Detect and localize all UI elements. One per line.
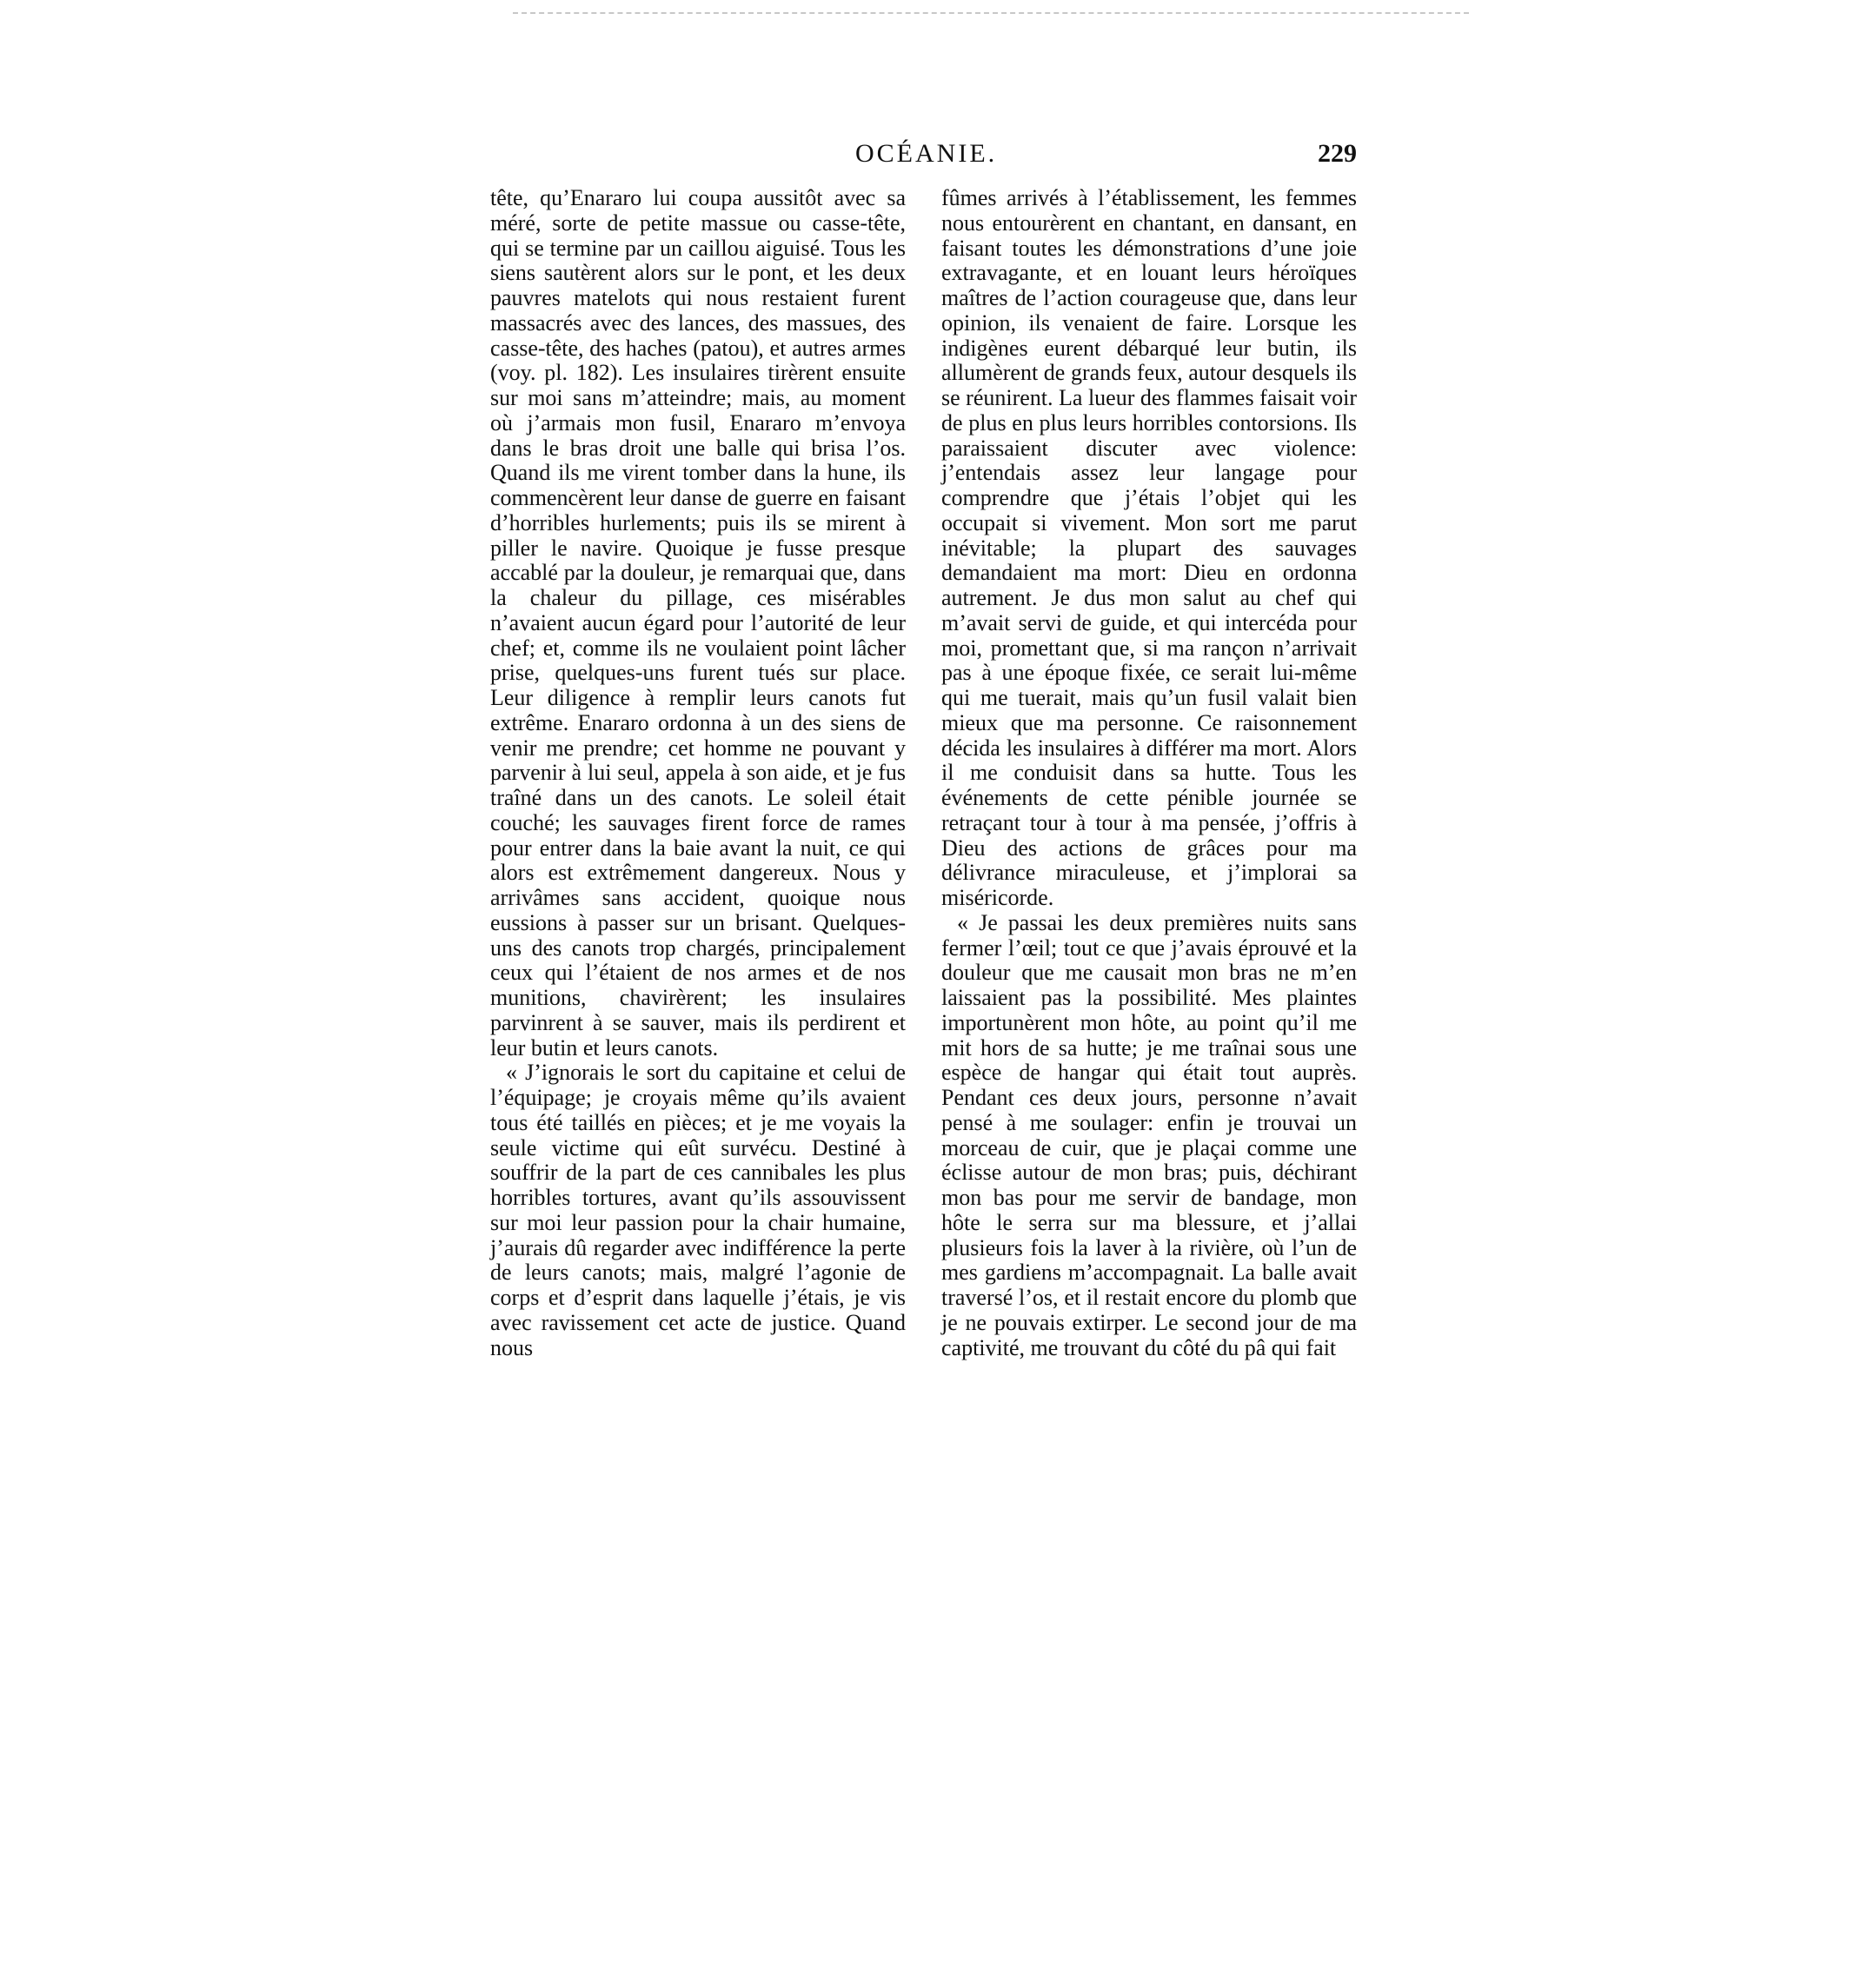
- page-header: [490, 139, 1357, 174]
- text-column-right: [941, 186, 1357, 1360]
- paragraph: « Je passai les deux premières nuits sans fermer l’œil; tout ce que j’avais éprouvé et la douleur que me causait mon bras ne m’en laissaient pas la possibilité. Mes plaintes importunèrent mon hôte, au point qu’il me mit hors de sa hutte; je me traînai sous une espèce de hangar qui était tout auprès. Pendant ces deux jours, personne n’avait pensé à me soulager: enfin je trouvai un morceau de cuir, que je plaçai comme une éclisse autour de mon bras; puis, déchirant mon bas pour me servir de bandage, mon hôte le serra sur ma blessure, et j’allai plusieurs fois la laver à la rivière, où l’un de mes gardiens m’accompagnait. La balle avait traversé l’os, et il restait encore du plomb que je ne pouvais extirper. Le second jour de ma captivité, me trouvant du côté du pâ qui fait: [941, 909, 1357, 1360]
- paragraph: « J’ignorais le sort du capitaine et celui de l’équipage; je croyais même qu’ils avaient tous été taillés en pièces; et je me voyais la seule victime qui eût survécu. Destiné à souffrir de la part de ces cannibales les plus horribles tortures, avant qu’ils assouvissent sur moi leur passion pour la chair humaine, j’aurais dû regarder avec indifférence la perte de leurs canots; mais, malgré l’agonie de corps et d’esprit dans laquelle j’étais, je vis avec ravissement cet acte de justice. Quand nous: [490, 1060, 906, 1360]
- running-title: OCÉANIE.: [855, 139, 998, 168]
- scan-edge-artifact: [513, 12, 1469, 17]
- paragraph: fûmes arrivés à l’établissement, les femmes nous entourèrent en chantant, en dansant, en faisant toutes les démonstrations d’une joie extravagante, et en louant leurs héroïques maîtres de l’action courageuse que, dans leur opinion, ils venaient de faire. Lorsque les indigènes eurent débarqué leur butin, ils allumèrent de grands feux, autour desquels ils se réunirent. La lueur des flammes faisait voir de plus en plus leurs horribles contorsions. Ils paraissaient discuter avec violence: j’entendais assez leur langage pour comprendre que j’étais l’objet qui les occupait si vivement. Mon sort me parut inévitable; la plupart des sauvages demandaient ma mort: Dieu en ordonna autrement. Je dus mon salut au chef qui m’avait servi de guide, et qui intercéda pour moi, promettant que, si ma rançon n’arrivait pas à une époque fixée, ce serait lui-même qui me tuerait, mais qu’un fusil valait bien mieux que ma personne. Ce raisonnement décida les insulaires à différer ma mort. Alors il me conduisit dans sa hutte. Tous les événements de cette pénible journée se retraçant tour à tour à ma pensée, j’offris à Dieu des actions de grâces pour ma délivrance miraculeuse, et j’implorai sa miséricorde.: [941, 185, 1357, 910]
- page-number: 229: [1318, 139, 1357, 168]
- text-column-left: [490, 186, 906, 1360]
- paragraph: tête, qu’Enararo lui coupa aussitôt avec sa méré, sorte de petite massue ou casse-tête, qui se termine par un caillou aiguisé. Tous les siens sautèrent alors sur le pont, et les deux pauvres matelots qui nous restaient furent massacrés avec des lances, des massues, des casse-tête, des haches (patou), et autres armes (voy. pl. 182). Les insulaires tirèrent ensuite sur moi sans m’atteindre; mais, au moment où j’armais mon fusil, Enararo m’envoya dans le bras droit une balle qui brisa l’os. Quand ils me virent tomber dans la hune, ils commencèrent leur danse de guerre en faisant d’horribles hurlements; puis ils se mirent à piller le navire. Quoique je fusse presque accablé par la douleur, je remarquai que, dans la chaleur du pillage, ces misérables n’avaient aucun égard pour l’autorité de leur chef; et, comme ils ne voulaient point lâcher prise, quelques-uns furent tués sur place. Leur diligence à remplir leurs canots fut extrême. Enararo ordonna à un des siens de venir me prendre; cet homme ne pouvant y parvenir à lui seul, appela à son aide, et je fus traîné dans un des canots. Le soleil était couché; les sauvages firent force de rames pour entrer dans la baie avant la nuit, ce qui alors est extrêmement dangereux. Nous y arrivâmes sans accident, quoique nous eussions à passer sur un brisant. Quelques-uns des canots trop chargés, principalement ceux qui l’étaient de nos armes et de nos munitions, chavirèrent; les insulaires parvinrent à se sauver, mais ils perdirent et leur butin et leurs canots.: [490, 185, 906, 1060]
